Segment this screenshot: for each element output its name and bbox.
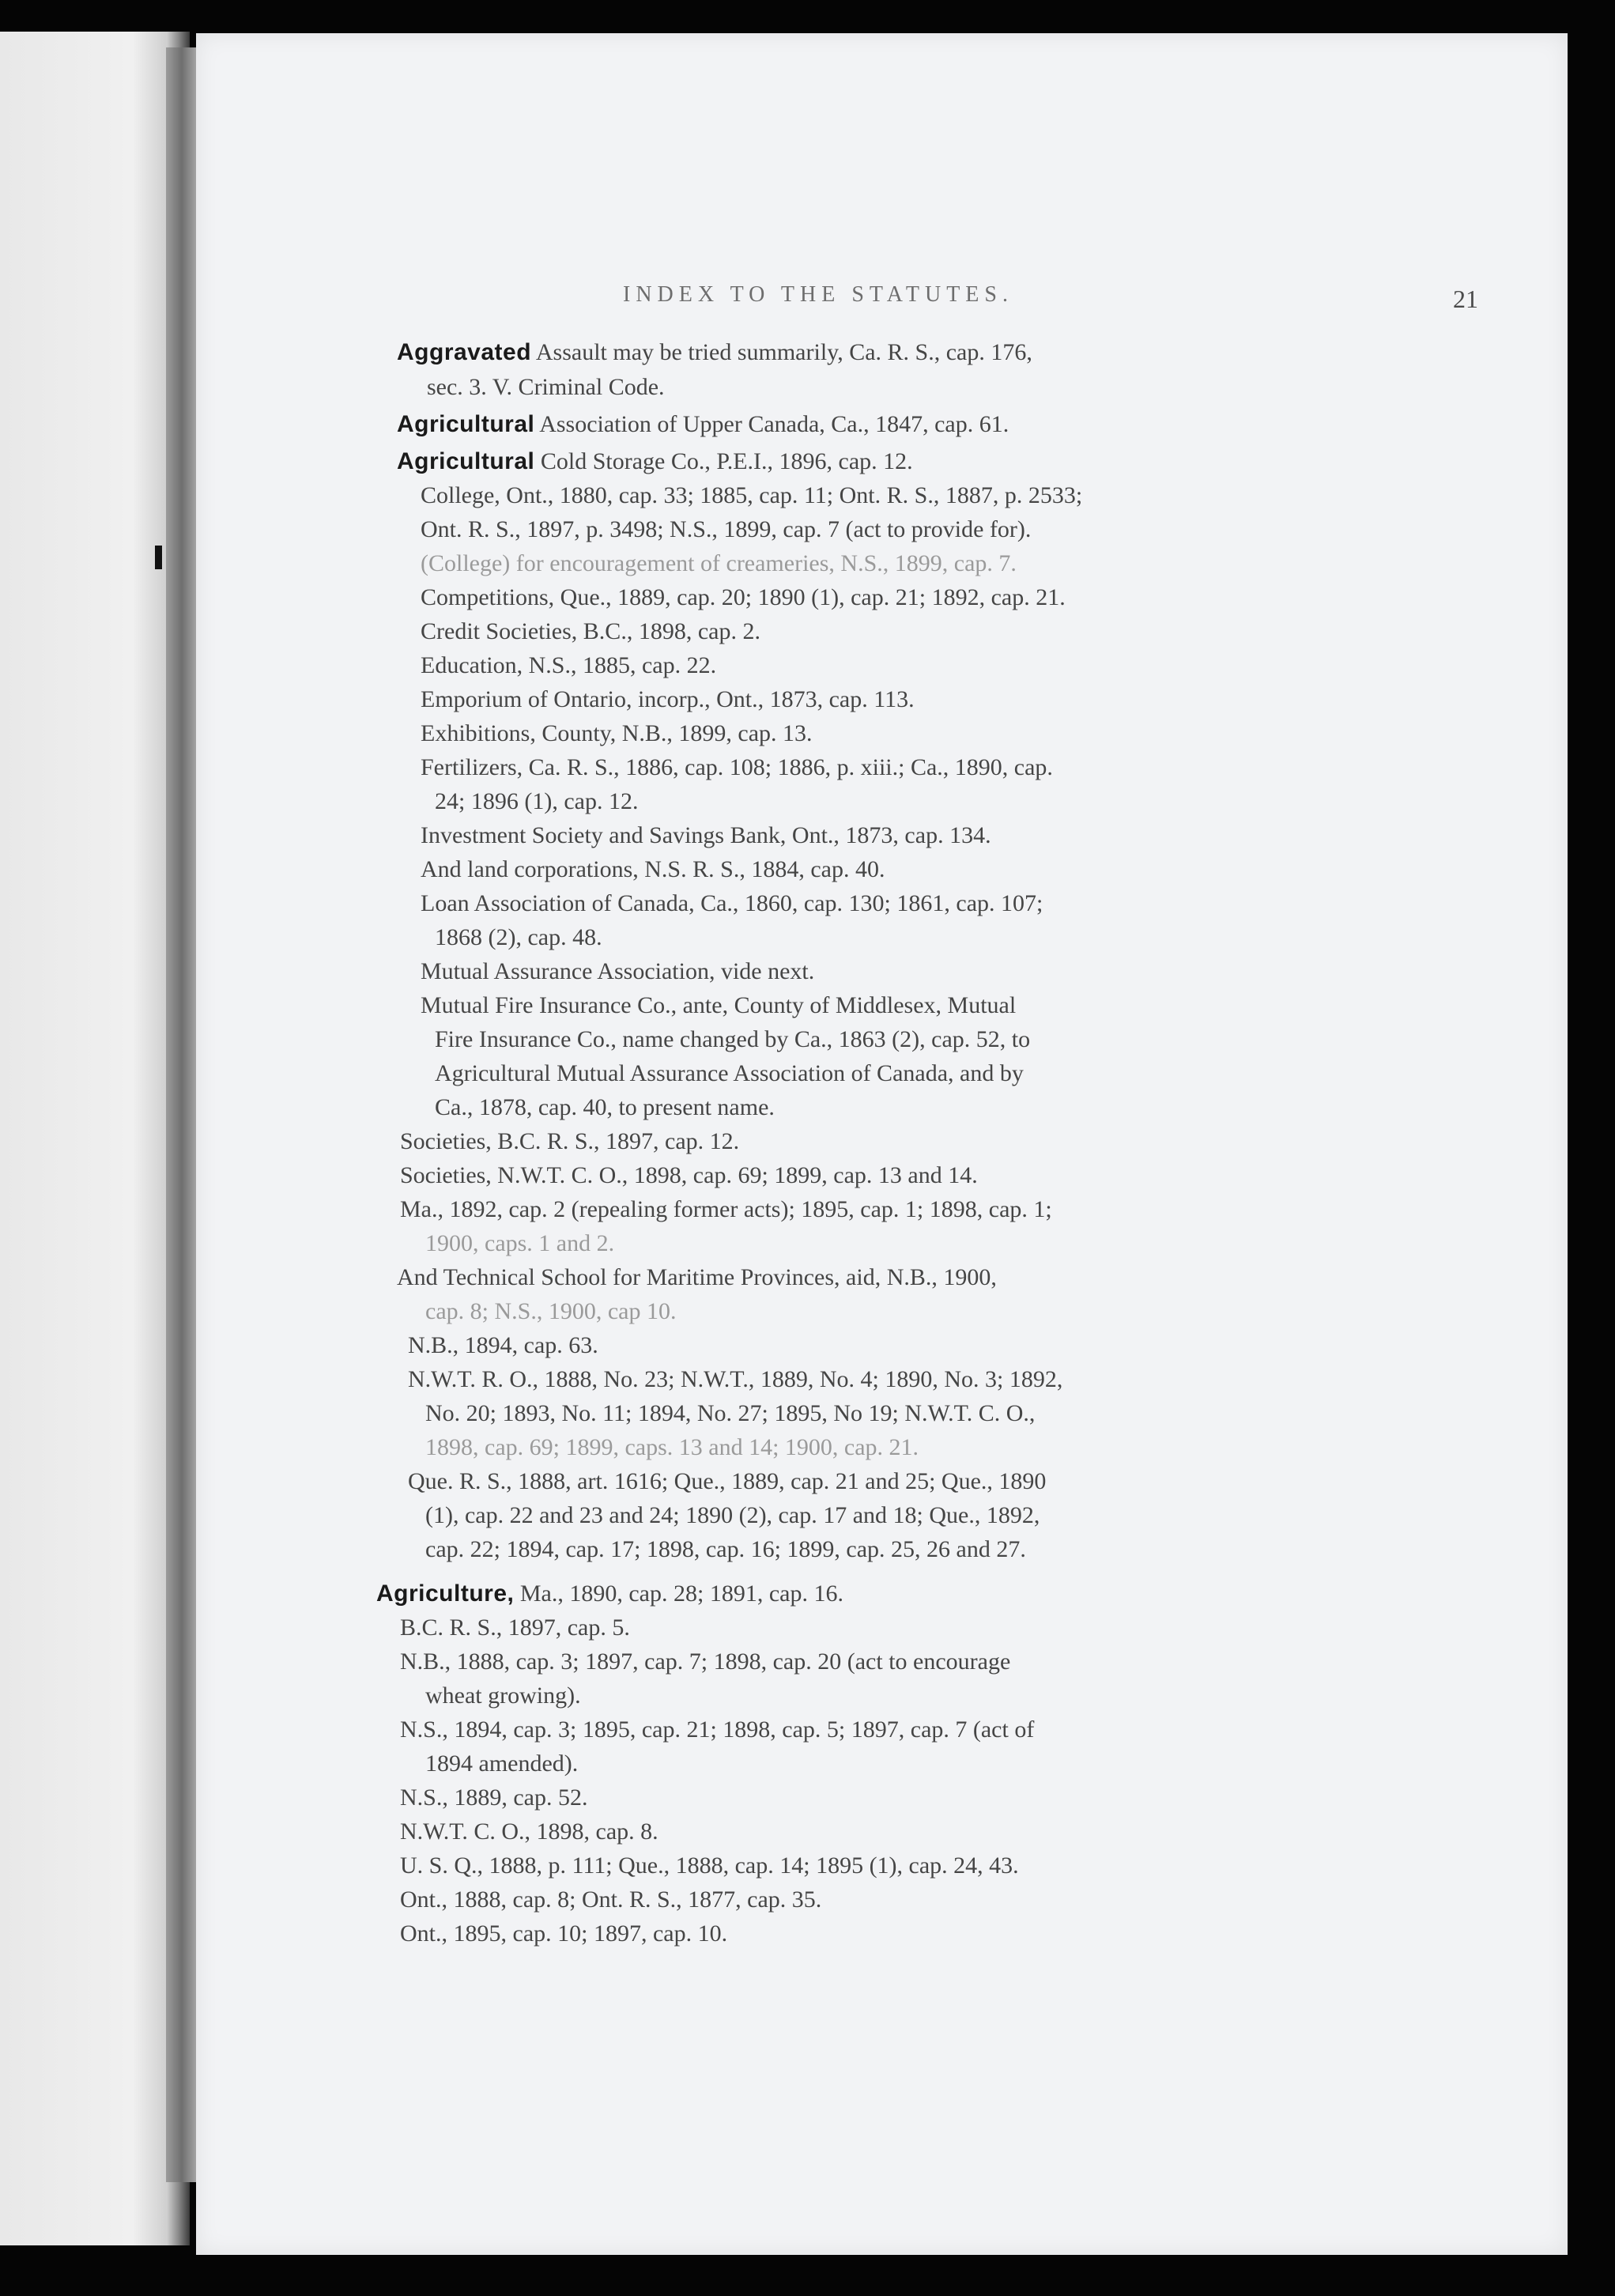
index-line xyxy=(408,1332,598,1359)
index-entries xyxy=(196,33,1568,2255)
entry-text: N.S., 1889, cap. 52. xyxy=(400,1784,588,1811)
entry-text: Que. R. S., 1888, art. 1616; Que., 1889, cap. 21 and 25; Que., 1890 xyxy=(408,1468,1047,1494)
entry-text: Ont., 1888, cap. 8; Ont. R. S., 1877, cap. 35. xyxy=(400,1886,822,1913)
index-line xyxy=(421,550,1017,577)
index-line xyxy=(397,1264,997,1291)
index-line xyxy=(421,720,813,747)
entry-text: Ca., 1878, cap. 40, to present name. xyxy=(435,1094,775,1120)
entry-text: Ont. R. S., 1897, p. 3498; N.S., 1899, cap. 7 (act to provide for). xyxy=(421,516,1032,542)
index-line xyxy=(421,958,814,985)
entry-text: Assault may be tried summarily, Ca. R. S., cap. 176, xyxy=(531,339,1032,365)
entry-text: And land corporations, N.S. R. S., 1884, cap. 40. xyxy=(421,856,885,882)
index-line xyxy=(421,482,1082,509)
index-line xyxy=(427,374,665,401)
index-line xyxy=(421,516,1031,543)
index-line xyxy=(425,1750,578,1777)
entry-heading: Agricultural xyxy=(397,411,535,437)
entry-text: College, Ont., 1880, cap. 33; 1885, cap. 11; Ont. R. S., 1887, p. 2533; xyxy=(421,482,1083,508)
index-line xyxy=(400,1648,1010,1675)
index-line xyxy=(400,1614,630,1641)
entry-text: 1900, caps. 1 and 2. xyxy=(425,1230,615,1256)
entry-text: Investment Society and Savings Bank, Ont., 1873, cap. 134. xyxy=(421,822,991,848)
entry-text: Mutual Fire Insurance Co., ante, County of Middlesex, Mutual xyxy=(421,992,1017,1018)
index-line xyxy=(400,1920,727,1947)
entry-text: B.C. R. S., 1897, cap. 5. xyxy=(400,1614,630,1641)
entry-text: N.W.T. C. O., 1898, cap. 8. xyxy=(400,1818,658,1845)
index-line xyxy=(421,686,915,713)
index-line xyxy=(435,1094,775,1121)
entry-text: Emporium of Ontario, incorp., Ont., 1873, cap. 113. xyxy=(421,686,915,712)
entry-text: U. S. Q., 1888, p. 111; Que., 1888, cap. 14; 1895 (1), cap. 24, 43. xyxy=(400,1852,1019,1879)
index-line xyxy=(397,411,1009,438)
index-line xyxy=(421,822,991,849)
index-line xyxy=(400,1852,1019,1879)
entry-text: wheat growing). xyxy=(425,1682,581,1709)
entry-text: And Technical School for Maritime Provinces, aid, N.B., 1900, xyxy=(397,1264,997,1290)
index-line xyxy=(435,924,602,951)
entry-text: 1868 (2), cap. 48. xyxy=(435,924,602,950)
index-line xyxy=(421,652,716,679)
entry-text: (1), cap. 22 and 23 and 24; 1890 (2), cap. 17 and 18; Que., 1892, xyxy=(425,1502,1040,1528)
entry-text: Societies, N.W.T. C. O., 1898, cap. 69; 1899, cap. 13 and 14. xyxy=(400,1162,978,1188)
facing-page-mark xyxy=(155,546,162,569)
entry-heading: Agriculture, xyxy=(376,1580,515,1607)
entry-text: 1898, cap. 69; 1899, caps. 13 and 14; 1900, cap. 21. xyxy=(425,1434,919,1460)
entry-heading: Aggravated xyxy=(397,339,532,365)
index-line xyxy=(397,448,913,475)
entry-text: cap. 8; N.S., 1900, cap 10. xyxy=(425,1298,677,1324)
entry-heading: Agricultural xyxy=(397,448,535,474)
index-line xyxy=(408,1366,1062,1393)
index-line xyxy=(435,1060,1024,1087)
entry-text: 1894 amended). xyxy=(425,1750,579,1777)
book-page xyxy=(196,33,1568,2255)
entry-text: Education, N.S., 1885, cap. 22. xyxy=(421,652,717,678)
index-line xyxy=(435,1026,1030,1053)
index-line xyxy=(421,618,760,645)
running-title: INDEX TO THE STATUTES. xyxy=(623,282,1013,307)
entry-text: 24; 1896 (1), cap. 12. xyxy=(435,788,639,814)
index-line xyxy=(425,1502,1040,1529)
entry-text: Agricultural Mutual Assurance Association of Canada, and by xyxy=(435,1060,1024,1086)
index-line xyxy=(435,788,638,815)
index-line xyxy=(425,1682,581,1709)
index-line xyxy=(408,1468,1046,1495)
index-line xyxy=(400,1716,1034,1743)
entry-text: Societies, B.C. R. S., 1897, cap. 12. xyxy=(400,1128,740,1154)
facing-page-edge xyxy=(0,32,190,2245)
entry-text: sec. 3. V. Criminal Code. xyxy=(427,374,665,400)
index-line xyxy=(397,339,1032,366)
index-line xyxy=(421,584,1066,611)
entry-text: Ma., 1892, cap. 2 (repealing former acts); 1895, cap. 1; 1898, cap. 1; xyxy=(400,1196,1052,1222)
entry-text: Credit Societies, B.C., 1898, cap. 2. xyxy=(421,618,760,644)
entry-text: Fertilizers, Ca. R. S., 1886, cap. 108; 1886, p. xiii.; Ca., 1890, cap. xyxy=(421,754,1053,780)
index-line xyxy=(400,1162,978,1189)
index-line xyxy=(425,1434,919,1461)
entry-text: Mutual Assurance Association, vide next. xyxy=(421,958,815,984)
entry-text: Exhibitions, County, N.B., 1899, cap. 13. xyxy=(421,720,813,746)
index-line xyxy=(421,992,1016,1019)
index-line xyxy=(425,1400,1035,1427)
index-line xyxy=(421,890,1043,917)
entry-text: cap. 22; 1894, cap. 17; 1898, cap. 16; 1899, cap. 25, 26 and 27. xyxy=(425,1536,1026,1562)
index-line xyxy=(421,754,1053,781)
page-number: 21 xyxy=(1453,285,1478,313)
entry-text: Fire Insurance Co., name changed by Ca., 1863 (2), cap. 52, to xyxy=(435,1026,1031,1052)
entry-text: No. 20; 1893, No. 11; 1894, No. 27; 1895, No 19; N.W.T. C. O., xyxy=(425,1400,1036,1426)
index-line xyxy=(400,1196,1052,1223)
entry-text: Competitions, Que., 1889, cap. 20; 1890 (1), cap. 21; 1892, cap. 21. xyxy=(421,584,1066,610)
index-line xyxy=(425,1298,676,1325)
entry-text: N.B., 1888, cap. 3; 1897, cap. 7; 1898, cap. 20 (act to encourage xyxy=(400,1648,1011,1675)
index-line xyxy=(421,856,885,883)
index-line xyxy=(376,1580,843,1607)
index-line xyxy=(400,1128,739,1155)
entry-text: Loan Association of Canada, Ca., 1860, cap. 130; 1861, cap. 107; xyxy=(421,890,1043,916)
entry-text: (College) for encouragement of creameries, N.S., 1899, cap. 7. xyxy=(421,550,1017,576)
index-line xyxy=(400,1886,821,1913)
book-gutter xyxy=(166,47,198,2182)
index-line xyxy=(425,1230,614,1257)
entry-text: Ma., 1890, cap. 28; 1891, cap. 16. xyxy=(514,1580,843,1607)
entry-text: Association of Upper Canada, Ca., 1847, cap. 61. xyxy=(534,411,1009,437)
entry-text: N.W.T. R. O., 1888, No. 23; N.W.T., 1889, No. 4; 1890, No. 3; 1892, xyxy=(408,1366,1063,1392)
index-line xyxy=(400,1818,658,1845)
entry-text: N.S., 1894, cap. 3; 1895, cap. 21; 1898, cap. 5; 1897, cap. 7 (act of xyxy=(400,1716,1035,1743)
index-line xyxy=(400,1784,587,1811)
entry-text: Cold Storage Co., P.E.I., 1896, cap. 12. xyxy=(534,448,913,474)
entry-text: N.B., 1894, cap. 63. xyxy=(408,1332,598,1358)
index-line xyxy=(425,1536,1026,1563)
entry-text: Ont., 1895, cap. 10; 1897, cap. 10. xyxy=(400,1920,728,1947)
